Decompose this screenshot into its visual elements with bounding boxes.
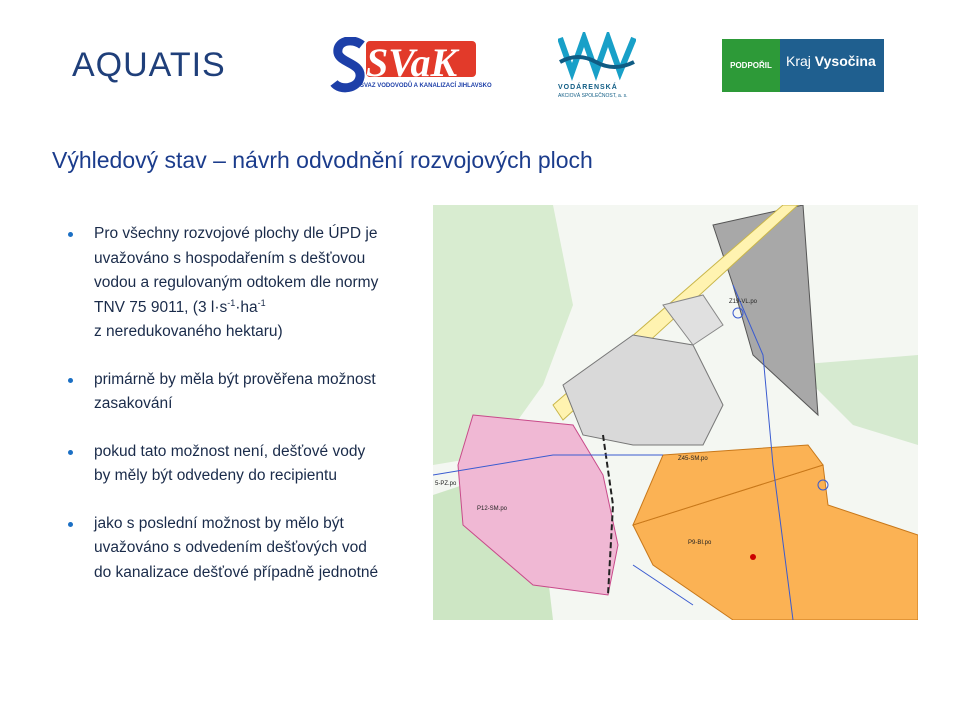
- svak-logo-subtitle: SVAZ VODOVODŮ A KANALIZACÍ JIHLAVSKO: [360, 83, 492, 89]
- vas-wave-icon: [558, 32, 636, 82]
- formula-sup: -1: [257, 297, 266, 308]
- formula-prefix: TNV 75 9011, (3 l·s: [94, 298, 228, 316]
- bullet-line: do kanalizace dešťové případně jednotné: [94, 563, 379, 581]
- bullet-line: uvažováno s hospodařením s dešťovou: [94, 249, 366, 267]
- bullet-line: z neredukovaného hektaru): [94, 323, 283, 340]
- podporil-label: PODPOŘIL: [722, 39, 780, 92]
- logo-bar: [0, 0, 960, 120]
- vas-logo-text: VODÁRENSKÁ: [558, 84, 618, 91]
- bullet-line: primárně by měla být prověřena možnost: [94, 370, 376, 388]
- bullet-line: pokud tato možnost není, dešťové vody: [94, 442, 366, 460]
- bullet-line: Pro všechny rozvojové plochy dle ÚPD je: [94, 225, 378, 242]
- aquatis-logo: [72, 42, 247, 94]
- bullet-formula-line: [94, 296, 428, 321]
- point-marker: [750, 554, 756, 560]
- bullet-line: jako s poslední možnost by mělo být: [94, 514, 344, 532]
- bullet-list: [68, 222, 428, 608]
- building-complex: [563, 335, 723, 445]
- zone-label: P9-BI.po: [688, 540, 712, 546]
- formula-mid: ·ha: [235, 298, 258, 316]
- site-plan-map: [433, 205, 918, 620]
- kraj-region: Vysočina: [814, 53, 876, 69]
- bullet-item: [68, 512, 428, 586]
- vas-logo: [558, 32, 638, 100]
- formula-sup: -1: [227, 297, 236, 308]
- bullet-line: by měly být odvedeny do recipientu: [94, 467, 337, 484]
- bullet-item: [68, 222, 428, 345]
- kraj-name: [786, 53, 876, 69]
- svak-logo-text: SVaK: [366, 40, 458, 85]
- kraj-prefix: Kraj: [786, 53, 811, 69]
- zone-label: Z19-VL.po: [729, 299, 758, 305]
- bullet-item: [68, 440, 428, 489]
- zone-label: P12-SM.po: [477, 506, 508, 512]
- slide-title: Výhledový stav – návrh odvodnění rozvojových ploch: [52, 147, 593, 173]
- kraj-vysocina-logo: [722, 39, 884, 92]
- vas-logo-subtitle: AKCIOVÁ SPOLEČNOST, a. s.: [558, 93, 628, 99]
- svak-logo: [330, 35, 492, 97]
- bullet-line: vodou a regulovaným odtokem dle normy: [94, 274, 379, 291]
- zone-label: 5-PZ.po: [435, 481, 457, 487]
- bullet-line: uvažováno s odvedením dešťových vod: [94, 539, 367, 556]
- bullet-item: [68, 368, 428, 417]
- bullet-line: zasakování: [94, 395, 173, 412]
- zone-label: Z45-SM.po: [678, 456, 708, 462]
- site-plan-svg: [433, 205, 918, 620]
- aquatis-logo-text: AQUATIS: [72, 46, 226, 84]
